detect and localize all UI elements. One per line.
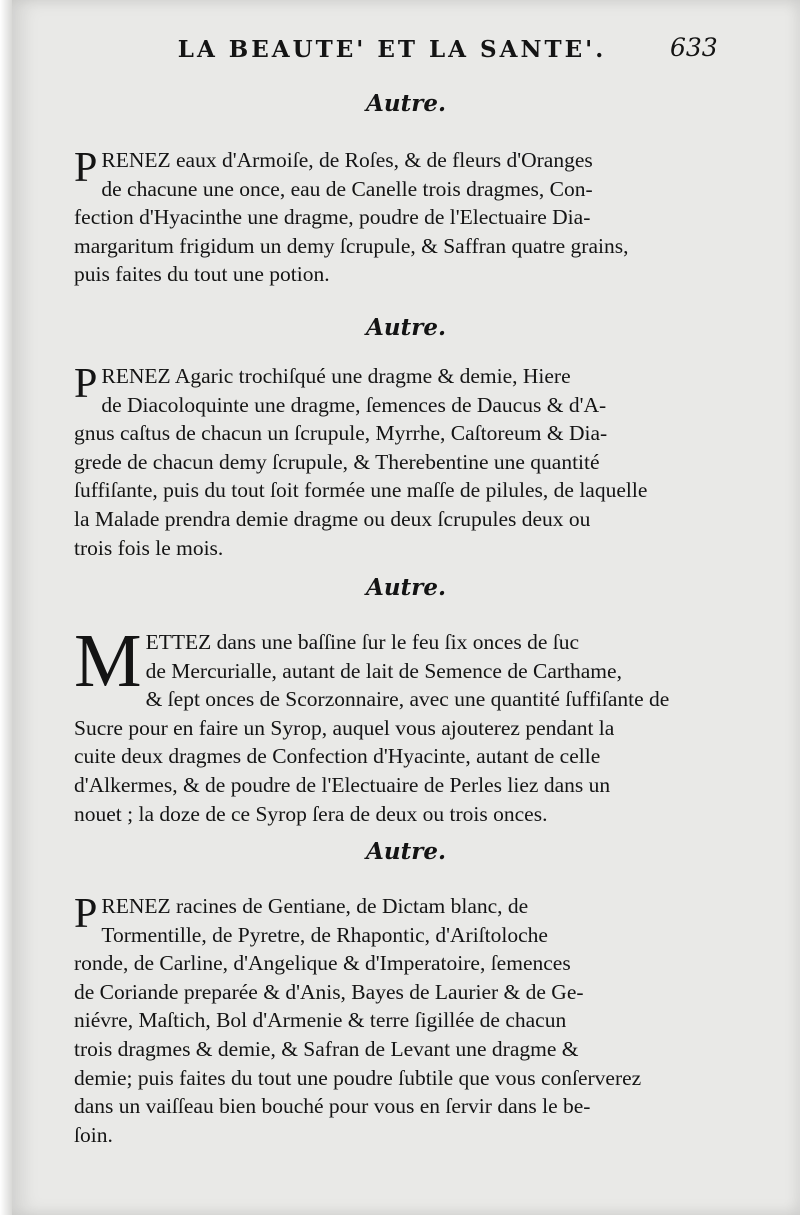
text-line: RENEZ Agaric trochiſqué une dragme & demie, Hiere [101,364,571,388]
text-line: ſuffiſante, puis du tout ſoit formée une maſſe de pilules, de laquelle [74,478,648,503]
text-line: Tormentille, de Pyretre, de Rhapontic, d'Ariſtoloche [101,922,548,947]
text-line: grede de chacun demy ſcrupule, & Therebentine une quantité [74,449,600,474]
running-title: LA BEAUTE' ET LA SANTE'. [177,36,607,63]
text-line: de Mercurialle, autant de lait de Semence de Carthame, [145,658,622,683]
recipe-paragraph [74,619,714,828]
text-line: niévre, Maſtich, Bol d'Armenie & terre ſigillée de chacun [74,1008,567,1033]
text-line: de Coriande preparée & d'Anis, Bayes de Laurier & de Ge- [74,979,584,1004]
book-page [12,0,800,1215]
text-line: gnus caſtus de chacun un ſcrupule, Myrrhe, Caſtoreum & Dia- [74,421,608,446]
text-line: ſoin. [74,1122,113,1147]
section-title: Autre. [366,838,446,865]
text-line: ronde, de Carline, d'Angelique & d'Imperatoire, ſemences [74,951,571,976]
drop-cap: P [74,361,98,407]
text-line: RENEZ racines de Gentiane, de Dictam blanc, de [101,894,529,918]
text-line: & ſept onces de Scorzonnaire, avec une quantité ſuffiſante de [145,687,670,712]
recipe-paragraph [74,362,714,562]
section-title: Autre. [366,90,446,117]
text-line: fection d'Hyacinthe une dragme, poudre de l'Electuaire Dia- [74,205,591,230]
recipe-paragraph [74,146,714,289]
text-line: Sucre pour en faire un Syrop, auquel vous ajouterez pendant la [74,715,615,740]
text-line: de Diacoloquinte une dragme, ſemences de Daucus & d'A- [101,392,607,417]
text-line: trois fois le mois. [74,535,224,560]
text-line: margaritum frigidum un demy ſcrupule, & Saffran quatre grains, [74,233,629,258]
text-line: cuite deux dragmes de Confection d'Hyacinte, autant de celle [74,744,601,769]
text-line: RENEZ eaux d'Armoiſe, de Roſes, & de fleurs d'Oranges [101,148,593,172]
text-line: d'Alkermes, & de poudre de l'Electuaire de Perles liez dans un [74,772,611,797]
text-line: ETTEZ dans une baſſine ſur le feu ſix onces de ſuc [145,630,580,654]
drop-cap: P [74,145,98,191]
text-line: de chacune une once, eau de Canelle trois dragmes, Con- [101,176,593,201]
section-title: Autre. [366,574,446,601]
text-line: nouet ; la doze de ce Syrop ſera de deux ou trois onces. [74,801,548,826]
drop-cap: M [74,619,142,703]
text-line: la Malade prendra demie dragme ou deux ſcrupules deux ou [74,506,591,531]
page-number: 633 [670,33,718,62]
drop-cap: P [74,891,98,937]
section-title: Autre. [366,314,446,341]
recipe-paragraph [74,892,714,1149]
text-line: puis faites du tout une potion. [74,262,330,287]
text-line: trois dragmes & demie, & Safran de Levant une dragme & [74,1036,579,1061]
text-line: dans un vaiſſeau bien bouché pour vous en ſervir dans le be- [74,1094,591,1119]
page-gutter-shadow [0,0,12,1215]
text-line: demie; puis faites du tout une poudre ſubtile que vous conſerverez [74,1065,642,1090]
